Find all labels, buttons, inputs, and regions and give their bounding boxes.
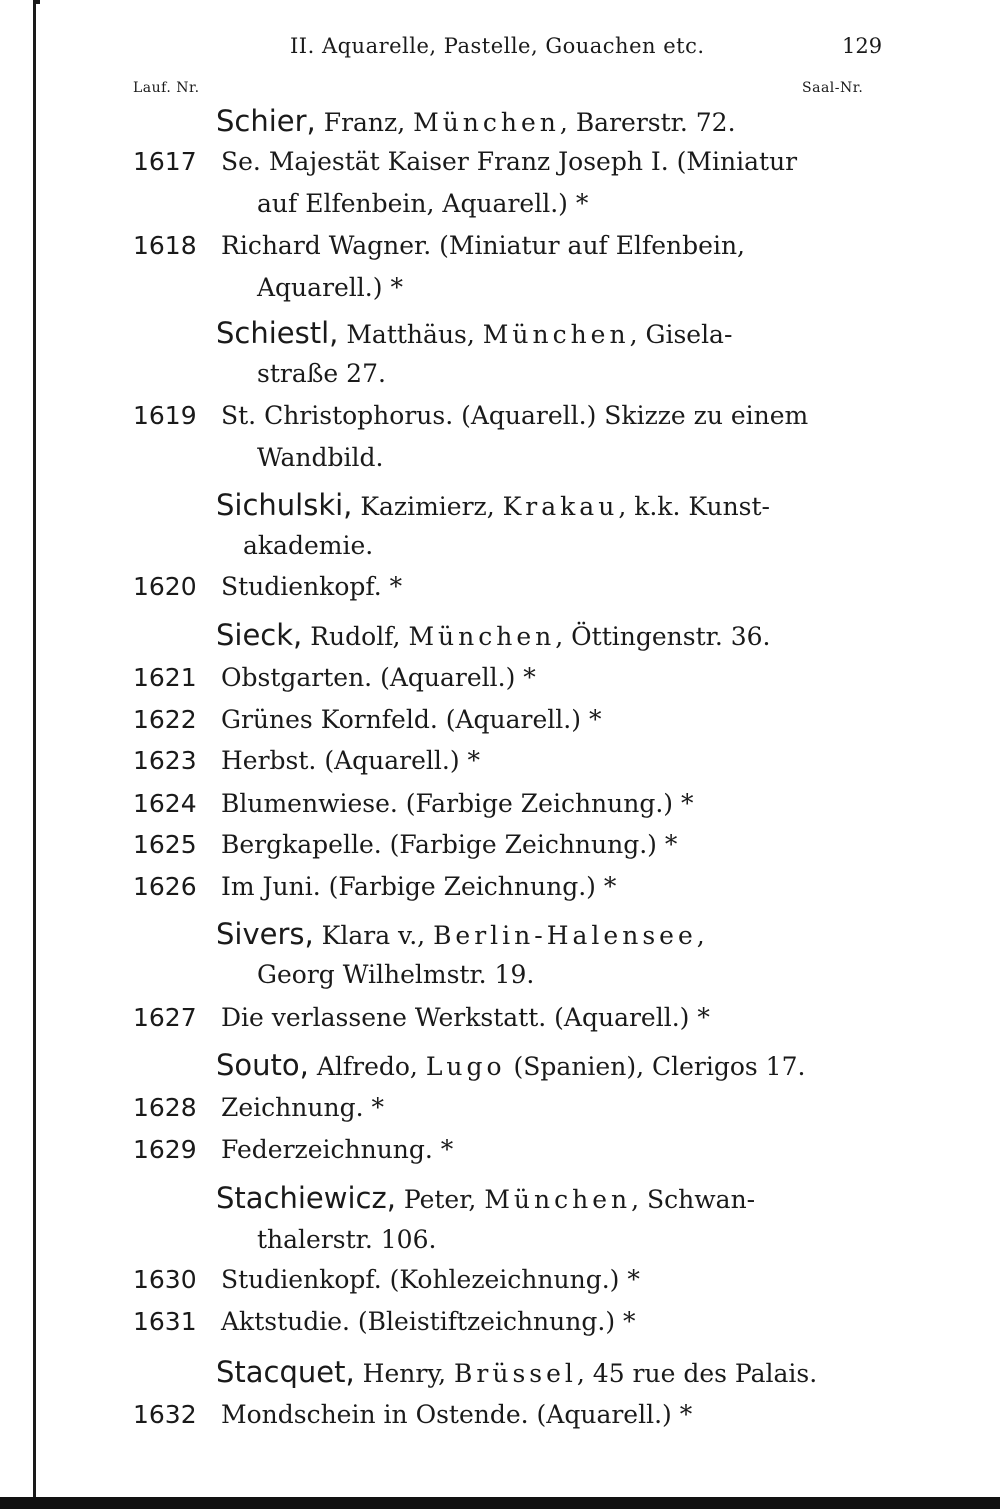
artist-name: Sichulski, — [216, 488, 353, 522]
artist-firstname: Klara v., — [313, 921, 434, 950]
artist-firstname: Alfredo, — [308, 1052, 426, 1081]
entry-title: Bergkapelle. (Farbige Zeichnung.) * — [221, 830, 678, 859]
artist-address-continued: straße 27. — [257, 359, 386, 388]
entry-title-continued: auf Elfenbein, Aquarell.) * — [257, 189, 589, 218]
entry-number: 1629 — [133, 1135, 197, 1164]
artist-city: München — [484, 1185, 632, 1214]
entry-number: 1628 — [133, 1093, 197, 1122]
artist-heading-schiestl — [216, 316, 732, 350]
artist-address-continued: akademie. — [243, 531, 374, 560]
artist-name: Stacquet, — [216, 1355, 355, 1389]
artist-name: Souto, — [216, 1048, 309, 1082]
artist-heading-sichulski — [216, 488, 770, 522]
entry-title: Grünes Kornfeld. (Aquarell.) * — [221, 705, 602, 734]
entry-title-continued: Wandbild. — [257, 443, 384, 472]
entry-number: 1618 — [133, 231, 197, 260]
entry-title: Mondschein in Ostende. (Aquarell.) * — [221, 1400, 693, 1429]
artist-address: (Spanien), Clerigos 17. — [505, 1052, 806, 1081]
page-edge-rule-tick — [33, 0, 40, 4]
entry-number: 1620 — [133, 572, 197, 601]
artist-heading-stacquet — [216, 1355, 817, 1389]
column-label-saal-nr: Saal-Nr. — [802, 80, 864, 96]
entry-number: 1624 — [133, 789, 197, 818]
artist-firstname: Franz, — [315, 108, 414, 137]
artist-firstname: Rudolf, — [302, 622, 409, 651]
entry-title: Aktstudie. (Bleistiftzeichnung.) * — [221, 1307, 636, 1336]
page-number: 129 — [842, 34, 883, 58]
entry-number: 1627 — [133, 1003, 197, 1032]
entry-title: Im Juni. (Farbige Zeichnung.) * — [221, 872, 617, 901]
artist-address: , Öttingenstr. 36. — [555, 622, 771, 651]
entry-title: Obstgarten. (Aquarell.) * — [221, 663, 536, 692]
entry-number: 1623 — [133, 746, 197, 775]
entry-title: Herbst. (Aquarell.) * — [221, 746, 481, 775]
artist-city: Brüssel — [454, 1359, 577, 1388]
artist-heading-sivers — [216, 917, 705, 951]
entry-number: 1621 — [133, 663, 197, 692]
artist-heading-souto — [216, 1048, 805, 1082]
entry-title: Federzeichnung. * — [221, 1135, 454, 1164]
artist-city: München — [482, 320, 630, 349]
artist-firstname: Henry, — [354, 1359, 455, 1388]
entry-number: 1626 — [133, 872, 197, 901]
entry-number: 1619 — [133, 401, 197, 430]
artist-city: München — [413, 108, 560, 137]
artist-address-continued: thalerstr. 106. — [257, 1225, 437, 1254]
artist-name: Schier, — [216, 104, 316, 138]
artist-firstname: Kazimierz, — [352, 492, 503, 521]
artist-city: Berlin-Halensee — [433, 921, 697, 950]
entry-title: Richard Wagner. (Miniatur auf Elfenbein, — [221, 231, 745, 260]
entry-number: 1625 — [133, 830, 197, 859]
artist-address-continued: Georg Wilhelmstr. 19. — [257, 960, 535, 989]
artist-name: Schiestl, — [216, 316, 339, 350]
entry-number: 1631 — [133, 1307, 197, 1336]
page-edge-rule — [33, 0, 36, 1509]
artist-address: , 45 rue des Palais. — [576, 1359, 818, 1388]
artist-address: , Barerstr. 72. — [559, 108, 736, 137]
artist-address: , k.k. Kunst- — [618, 492, 770, 521]
artist-name: Sieck, — [216, 618, 303, 652]
entry-title: Studienkopf. (Kohlezeichnung.) * — [221, 1265, 640, 1294]
artist-city: Krakau — [502, 492, 619, 521]
artist-firstname: Matthäus, — [338, 320, 483, 349]
artist-name: Sivers, — [216, 917, 314, 951]
entry-number: 1622 — [133, 705, 197, 734]
page-bottom-edge — [0, 1497, 1000, 1509]
entry-title: Se. Majestät Kaiser Franz Joseph I. (Miniatur — [221, 147, 798, 176]
artist-heading-sieck — [216, 618, 770, 652]
entry-title: Zeichnung. * — [221, 1093, 384, 1122]
entry-title: Blumenwiese. (Farbige Zeichnung.) * — [221, 789, 694, 818]
artist-city: Lugo — [425, 1052, 506, 1081]
entry-number: 1632 — [133, 1400, 197, 1429]
entry-title: Studienkopf. * — [221, 572, 403, 601]
artist-address: , — [696, 921, 705, 950]
artist-heading-schier — [216, 104, 736, 138]
artist-heading-stachiewicz — [216, 1181, 755, 1215]
entry-title-continued: Aquarell.) * — [257, 273, 403, 302]
entry-number: 1630 — [133, 1265, 197, 1294]
artist-address: , Schwan- — [631, 1185, 756, 1214]
entry-title: St. Christophorus. (Aquarell.) Skizze zu einem — [221, 401, 809, 430]
entry-title: Die verlassene Werkstatt. (Aquarell.) * — [221, 1003, 710, 1032]
artist-firstname: Peter, — [395, 1185, 485, 1214]
artist-city: München — [408, 622, 556, 651]
column-label-lauf-nr: Lauf. Nr. — [133, 80, 200, 96]
artist-address: , Gisela- — [629, 320, 733, 349]
running-header-title: II. Aquarelle, Pastelle, Gouachen etc. — [290, 34, 705, 58]
artist-name: Stachiewicz, — [216, 1181, 396, 1215]
entry-number: 1617 — [133, 147, 197, 176]
